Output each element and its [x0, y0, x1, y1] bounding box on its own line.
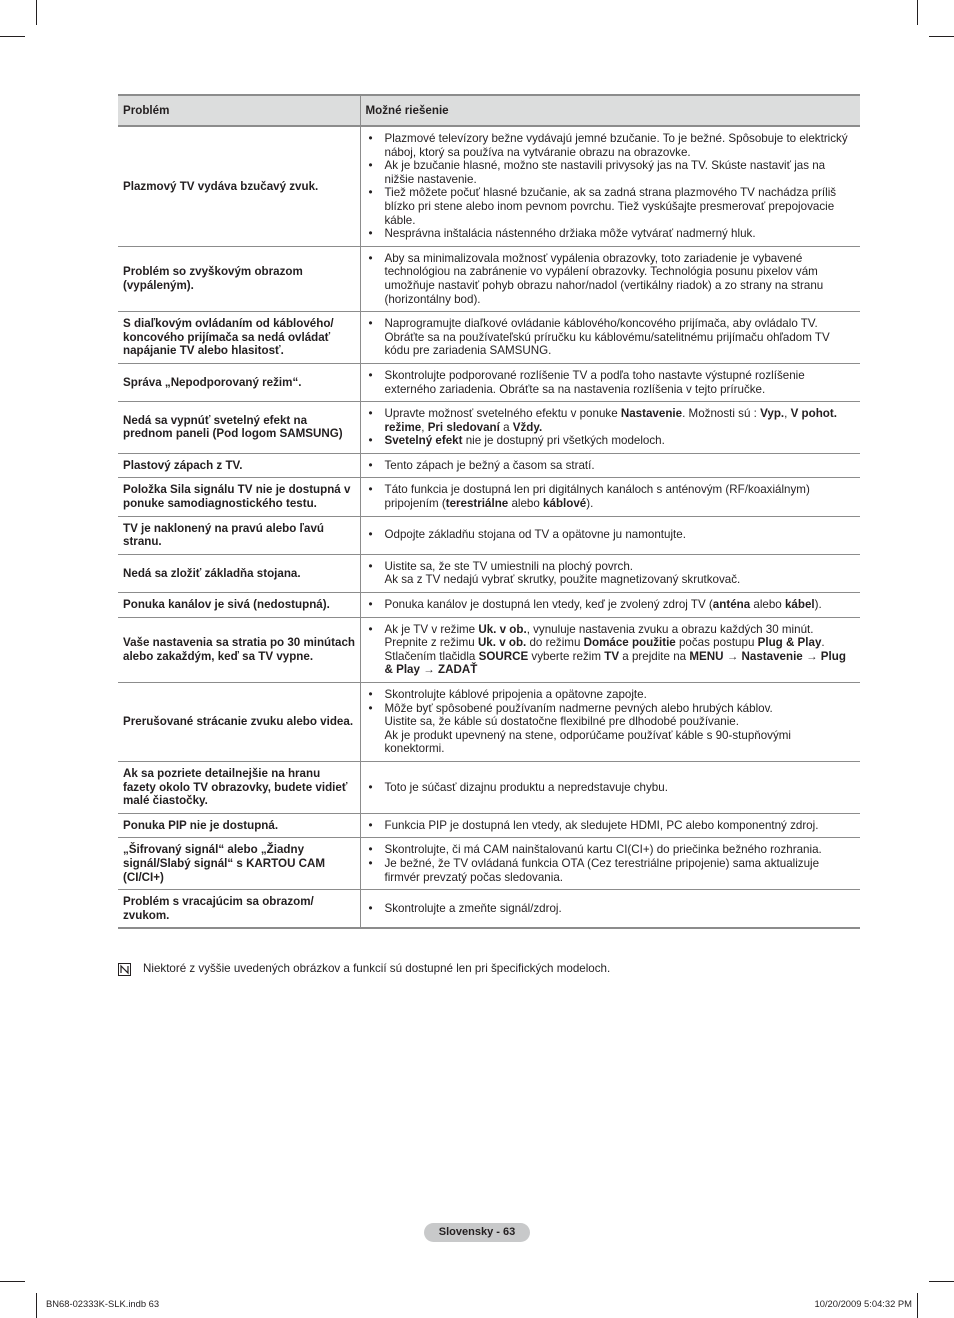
solution-item: • Uistite sa, že ste TV umiestnili na plochý povrch. Ak sa z TV nedajú vybrať skrutky, použite magnetizovaný skrutkovač. [367, 560, 855, 587]
solution-list [367, 843, 855, 884]
problem-cell: Položka Sila signálu TV nie je dostupná v ponuke samodiagnostického testu. [118, 478, 360, 516]
solution-text: alebo [508, 497, 544, 511]
solution-cell [360, 246, 860, 311]
problem-cell: Plazmový TV vydáva bzučavý zvuk. [118, 126, 360, 246]
solution-item [367, 623, 855, 677]
solution-text: . Stlačením tlačidla [384, 636, 825, 663]
solution-cell [360, 761, 860, 813]
solution-item [367, 407, 855, 434]
solution-list [367, 688, 855, 756]
solution-item: • Toto je súčasť dizajnu produktu a nepredstavuje chybu. [367, 781, 855, 795]
solution-item: • Tento zápach je bežný a časom sa stratí. [367, 459, 855, 473]
problem-cell: Ponuka PIP nie je dostupná. [118, 813, 360, 838]
solution-text: , vynuluje nastavenia zvuku a obrazu každých 30 minút. Prepnite z režimu [384, 622, 814, 650]
solution-text: Ak je TV v režime [384, 622, 479, 636]
solution-text: ). [814, 598, 822, 612]
problem-cell: Nedá sa zložiť základňa stojana. [118, 554, 360, 592]
crop-mark-bottom-right-h [929, 1281, 954, 1282]
solution-list [367, 560, 855, 587]
solution-bold-text: Uk. v ob. [478, 622, 527, 636]
crop-mark-top-right [917, 0, 918, 25]
table-row [118, 593, 860, 618]
table-row [118, 838, 860, 890]
solution-text: Táto funkcia je dostupná len pri digitálnych kanáloch s anténovým (RF/koaxiálnym) pripojením ( [384, 483, 810, 511]
page-number-badge: Slovensky - 63 [424, 1223, 530, 1242]
solution-bold-text: Domáce použitie [583, 636, 676, 650]
table-row [118, 890, 860, 929]
solution-text: do režimu [526, 636, 584, 650]
solution-cell [360, 363, 860, 401]
problem-cell: Správa „Nepodporovaný režim“. [118, 363, 360, 401]
solution-item: • Skontrolujte, či má CAM nainštalovanú kartu CI(CI+) do priečinka bežného rozhrania. [367, 843, 855, 857]
solution-text: , [784, 407, 791, 421]
table-row [118, 363, 860, 401]
problem-cell: Problém s vracajúcim sa obrazom/ zvukom. [118, 890, 360, 929]
solution-list [367, 483, 855, 510]
solution-item: • Skontrolujte káblové pripojenia a opätovne zapojte. [367, 688, 855, 702]
header-problem: Problém [118, 95, 360, 126]
solution-cell [360, 838, 860, 890]
solution-item: • Odpojte základňu stojana od TV a opätovne ju namontujte. [367, 528, 855, 542]
solution-item: • Tiež môžete počuť hlasné bzučanie, ak sa zadná strana plazmového TV nachádza príliš blízko pri stene alebo inom pevnom povrchu. Tiež vyskúšajte presmerovať prepojovacie káble. [367, 186, 855, 227]
solution-list [367, 369, 855, 396]
table-row [118, 478, 860, 516]
solution-bold-text: Svetelný efekt [384, 434, 463, 448]
solution-text: . Možnosti sú : [682, 407, 761, 421]
solution-bold-text: V pohot. režime [384, 407, 837, 434]
table-row [118, 554, 860, 592]
solution-text: → [802, 649, 821, 663]
footer-file-info: BN68-02333K-SLK.indb 63 [46, 1298, 160, 1309]
solution-bold-text: Plug & Play [757, 636, 822, 650]
note-text: Niektoré z vyššie uvedených obrázkov a funkcií sú dostupné len pri špecifických modeloch. [143, 962, 611, 975]
table-body [118, 126, 860, 928]
solution-cell [360, 126, 860, 246]
solution-item [367, 483, 855, 510]
solution-list [367, 781, 855, 795]
solution-list [367, 317, 855, 358]
troubleshooting-table [118, 94, 860, 929]
solution-bold-text: ZADAŤ [438, 663, 478, 677]
solution-list [367, 132, 855, 241]
table-row [118, 453, 860, 478]
solution-item: • Naprogramujte diaľkové ovládanie káblového/koncového prijímača, aby ovládalo TV. Obráťte sa na používateľskú príručku ku káblovému/satelitnému prijímaču ohľadom TV kódu pre zariadenia SAMSUNG. [367, 317, 855, 358]
header-solution: Možné riešenie [360, 95, 860, 126]
table-row [118, 312, 860, 364]
solution-bold-text: káblové [543, 497, 587, 511]
table-header-row [118, 95, 860, 126]
problem-cell: S diaľkovým ovládaním od káblového/ koncového prijímača sa nedá ovládať napájanie TV alebo hlasitosť. [118, 312, 360, 364]
crop-mark-bottom-left-h [0, 1281, 25, 1282]
note [118, 962, 860, 976]
crop-mark-bottom-left [36, 1293, 37, 1318]
solution-text: nie je dostupný pri všetkých modeloch. [462, 434, 665, 448]
footer-timestamp: 10/20/2009 5:04:32 PM [814, 1298, 912, 1309]
solution-list [367, 252, 855, 306]
solution-bold-text: terestriálne [445, 497, 509, 511]
table-row [118, 516, 860, 554]
solution-cell [360, 312, 860, 364]
solution-cell [360, 890, 860, 929]
problem-cell: Problém so zvyškovým obrazom (vypáleným). [118, 246, 360, 311]
solution-text: → [723, 649, 742, 663]
solution-text: Upravte možnosť svetelného efektu v ponuke [384, 407, 621, 421]
solution-list [367, 623, 855, 677]
crop-mark-top-left-h [0, 36, 25, 37]
solution-text: vyberte režim [528, 649, 605, 663]
note-icon [118, 963, 131, 976]
problem-cell: Ponuka kanálov je sivá (nedostupná). [118, 593, 360, 618]
solution-cell [360, 402, 860, 454]
solution-bold-text: Vyp. [760, 407, 785, 421]
solution-text: ). [586, 497, 594, 511]
solution-item: • Skontrolujte podporované rozlíšenie TV a podľa toho nastavte výstupné rozlíšenie externého zariadenia. Obráťte sa na nastavenia rozlíšenia v tejto príručke. [367, 369, 855, 396]
solution-text: počas postupu [675, 636, 758, 650]
problem-cell: TV je naklonený na pravú alebo ľavú stranu. [118, 516, 360, 554]
table-row [118, 126, 860, 246]
problem-cell: Plastový zápach z TV. [118, 453, 360, 478]
solution-bold-text: Pri sledovaní [427, 420, 500, 434]
table-row [118, 683, 860, 762]
table-row [118, 617, 860, 682]
crop-mark-top-left [36, 0, 37, 25]
solution-list [367, 407, 855, 448]
solution-text: , [421, 420, 428, 434]
solution-cell [360, 813, 860, 838]
solution-item [367, 598, 855, 612]
problem-cell: Nedá sa vypnúť svetelný efekt na prednom paneli (Pod logom SAMSUNG) [118, 402, 360, 454]
solution-cell [360, 617, 860, 682]
table-row [118, 813, 860, 838]
solution-item: • Ak je bzučanie hlasné, možno ste nastavili privysoký jas na TV. Skúste nastaviť jas na nižšie nastavenie. [367, 159, 855, 186]
solution-text: a prejdite na [619, 649, 690, 663]
solution-bold-text: MENU [689, 649, 724, 663]
solution-cell [360, 516, 860, 554]
solution-text: → [419, 663, 438, 677]
solution-text: alebo [750, 598, 785, 612]
solution-list [367, 459, 855, 473]
solution-cell [360, 478, 860, 516]
solution-item: • Plazmové televízory bežne vydávajú jemné bzučanie. To je bežné. Spôsobuje to elektrický náboj, ktorý sa používa na vytváranie obrazu na obrazovke. [367, 132, 855, 159]
solution-bold-text: Vždy. [512, 420, 543, 434]
solution-item [367, 434, 855, 448]
crop-mark-top-right-h [929, 36, 954, 37]
solution-cell [360, 683, 860, 762]
solution-list [367, 598, 855, 612]
table-row [118, 402, 860, 454]
solution-item: • Môže byť spôsobené používaním nadmerne pevných alebo hrubých káblov. Uistite sa, že káble sú dostatočne flexibilné pre dlhodobé používanie. Ak je produkt upevnený na stene, odporúčame používať káble s 90-stupňovými konektormi. [367, 702, 855, 756]
solution-text: a [499, 420, 513, 434]
crop-mark-bottom-right [917, 1293, 918, 1318]
solution-bold-text: kábel [784, 598, 815, 612]
solution-cell [360, 593, 860, 618]
solution-bold-text: Uk. v ob. [477, 636, 527, 650]
solution-bold-text: SOURCE [478, 649, 529, 663]
problem-cell: Ak sa pozriete detailnejšie na hranu fazety okolo TV obrazovky, budete vidieť malé čiastočky. [118, 761, 360, 813]
table-row [118, 246, 860, 311]
solution-item: • Funkcia PIP je dostupná len vtedy, ak sledujete HDMI, PC alebo komponentný zdroj. [367, 819, 855, 833]
solution-bold-text: anténa [712, 598, 751, 612]
problem-cell: „Šifrovaný signál“ alebo „Žiadny signál/Slabý signál“ s KARTOU CAM (CI/CI+) [118, 838, 360, 890]
solution-item: • Nesprávna inštalácia nástenného držiaka môže vytvárať nadmerný hluk. [367, 227, 855, 241]
problem-cell: Vaše nastavenia sa stratia po 30 minútach alebo zakaždým, keď sa TV vypne. [118, 617, 360, 682]
solution-bold-text: Nastavenie [741, 649, 803, 663]
solution-item: • Aby sa minimalizovala možnosť vypálenia obrazovky, toto zariadenie je vybavené technológiou na zabránenie vo vypálení obrazovky. Technológia posunu pixelov vám umožňuje nastaviť pohyb obrazu nahor/nadol (vertikálny riadok) a zo strany na stranu (horizontálny bod). [367, 252, 855, 306]
table-row [118, 761, 860, 813]
solution-list [367, 819, 855, 833]
solution-item: • Je bežné, že TV ovládaná funkcia OTA (Cez terestriálne pripojenie) sama aktualizuje firmvér prevzatý počas sledovania. [367, 857, 855, 884]
solution-list [367, 528, 855, 542]
solution-cell [360, 554, 860, 592]
problem-cell: Prerušované strácanie zvuku alebo videa. [118, 683, 360, 762]
solution-bold-text: Plug & Play [384, 649, 846, 677]
solution-text: Ponuka kanálov je dostupná len vtedy, keď je zvolený zdroj TV ( [384, 598, 713, 612]
solution-list [367, 902, 855, 916]
solution-item: • Skontrolujte a zmeňte signál/zdroj. [367, 902, 855, 916]
solution-bold-text: Nastavenie [620, 407, 683, 421]
solution-cell [360, 453, 860, 478]
solution-bold-text: TV [604, 649, 620, 663]
